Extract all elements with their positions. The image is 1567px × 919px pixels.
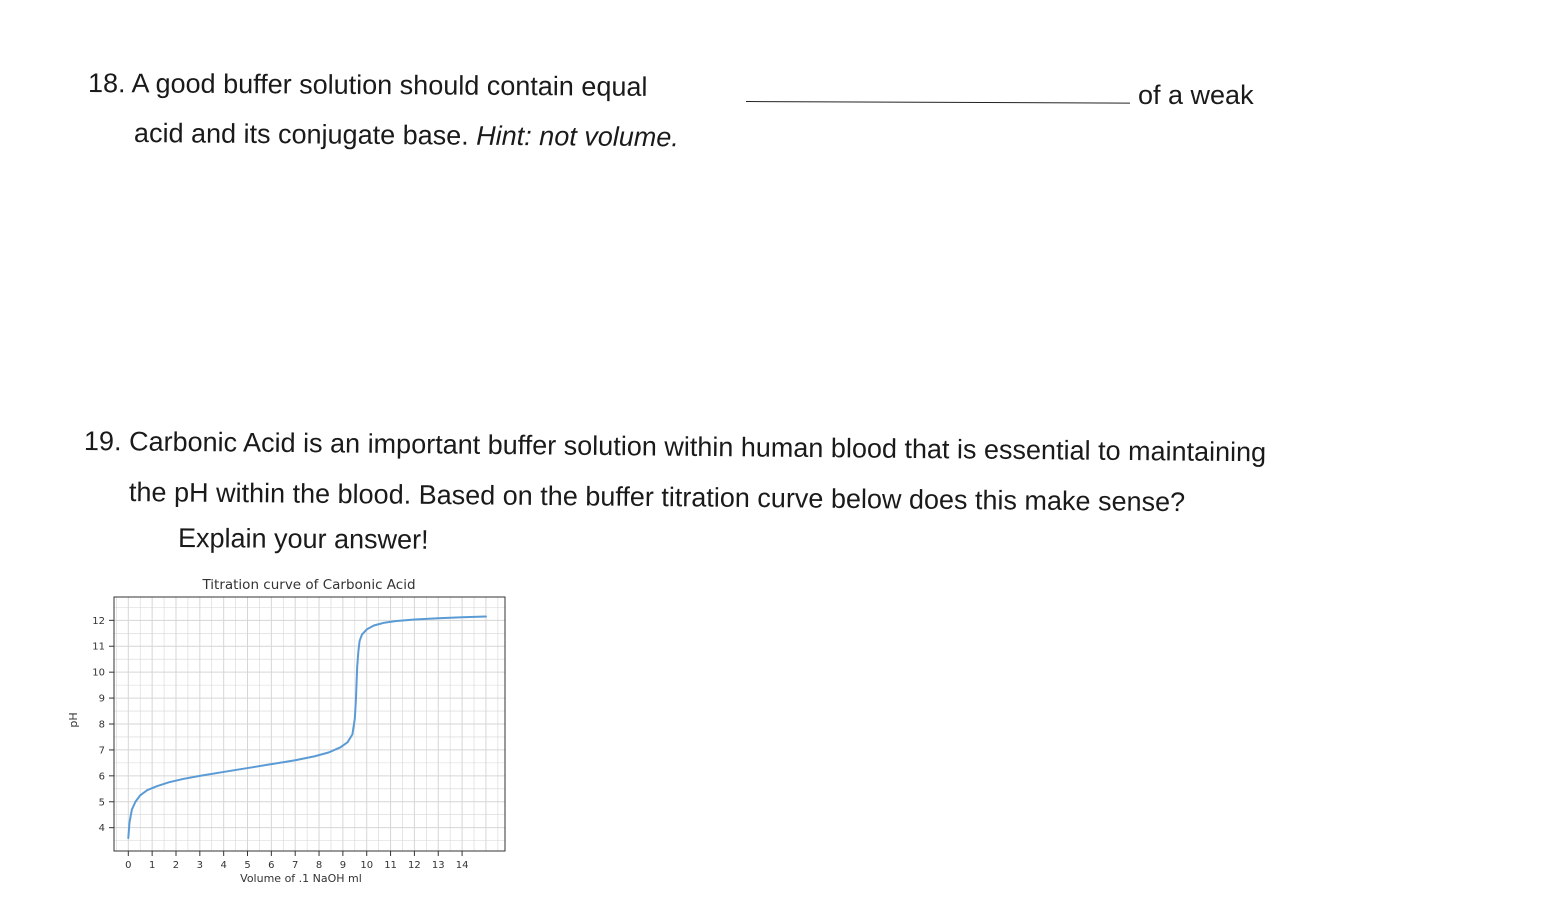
chart-ticks: [92, 616, 468, 871]
x-tick-label: 5: [244, 860, 251, 871]
chart-y-axis-label: pH: [67, 712, 80, 728]
x-tick-label: 0: [125, 860, 132, 871]
question-18-hint: Hint: not volume.: [476, 120, 679, 153]
question-18-line-2-text: acid and its conjugate base.: [133, 118, 477, 151]
question-19-line-2: the pH within the blood. Based on the buffer titration curve below does this make sense?: [128, 477, 1186, 518]
y-tick-label: 9: [98, 693, 105, 705]
question-19-line-1: 19. Carbonic Acid is an important buffer solution within human blood that is essential to maintaining: [83, 426, 1267, 468]
answer-blank-line[interactable]: [746, 101, 1130, 104]
y-tick-label: 6: [98, 771, 105, 783]
y-tick-label: 11: [92, 641, 105, 653]
titration-chart: [60, 570, 520, 890]
question-18-line-2: [134, 120, 679, 151]
x-tick-label: 11: [384, 860, 397, 871]
y-tick-label: 7: [98, 745, 105, 757]
question-18-line-1-end: of a weak: [1138, 80, 1254, 110]
question-18-line-1: 18. A good buffer solution should contain equal: [87, 68, 648, 102]
x-tick-label: 14: [455, 860, 469, 871]
x-tick-label: 10: [360, 860, 374, 871]
x-tick-label: 7: [292, 860, 299, 871]
chart-grid: [114, 597, 505, 851]
x-tick-label: 12: [408, 860, 421, 871]
x-tick-label: 3: [196, 860, 204, 871]
x-tick-label: 1: [148, 860, 156, 871]
y-tick-label: 10: [92, 667, 105, 679]
x-tick-label: 8: [315, 860, 323, 871]
chart-title: Titration curve of Carbonic Acid: [202, 577, 416, 593]
x-tick-label: 4: [220, 860, 227, 871]
chart-x-axis-label: Volume of .1 NaOH ml: [240, 872, 362, 885]
x-tick-label: 9: [339, 860, 347, 871]
y-tick-label: 4: [98, 823, 105, 835]
y-tick-label: 8: [98, 719, 105, 731]
x-tick-label: 6: [268, 860, 275, 871]
x-tick-label: 2: [172, 860, 180, 871]
y-tick-label: 12: [92, 615, 105, 627]
y-tick-label: 5: [98, 797, 105, 809]
x-tick-label: 13: [431, 860, 445, 871]
question-19-line-3: Explain your answer!: [177, 523, 429, 555]
